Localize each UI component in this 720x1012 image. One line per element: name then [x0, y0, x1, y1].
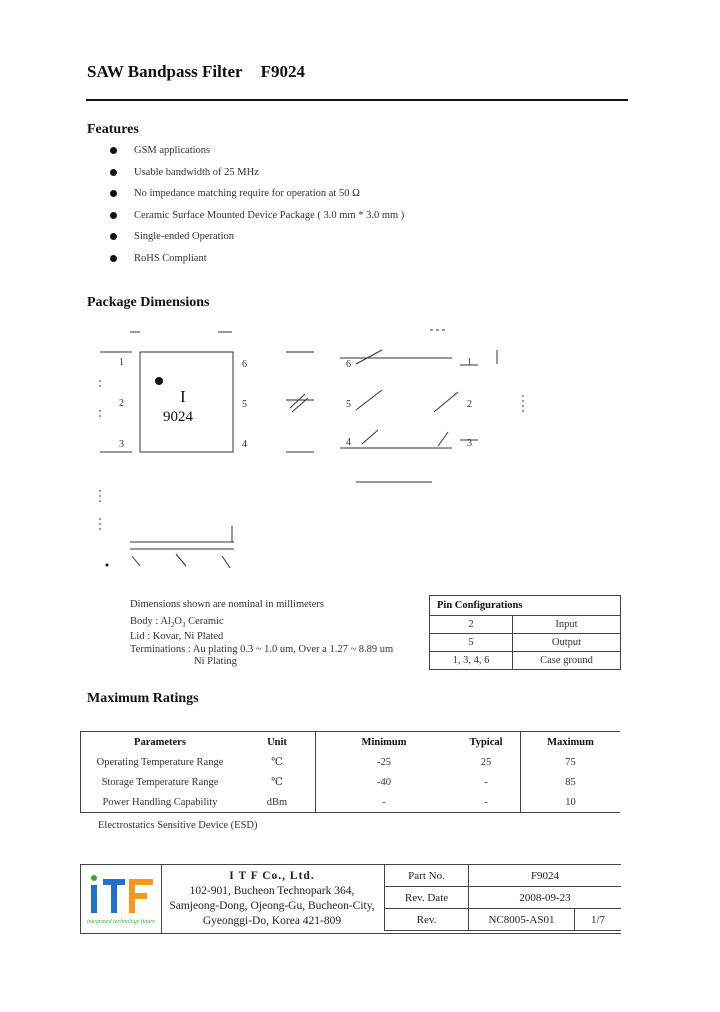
- pin-label: 2: [467, 399, 472, 410]
- company-info: [162, 869, 382, 929]
- marking-line1: I: [180, 387, 186, 406]
- title-part-number: F9024: [260, 62, 305, 81]
- rev-value: NC8005-AS01: [469, 909, 575, 931]
- pin-config-table: [429, 595, 621, 670]
- pin-label: 3: [467, 438, 472, 449]
- pin-label: 3: [119, 439, 124, 450]
- table-row: Power Handling Capability dBm - - 10: [81, 792, 621, 813]
- company-address: Samjeong-Dong, Ojeong-Gu, Bucheon-City,: [169, 900, 375, 912]
- pin-config-heading: Pin Configurations: [430, 596, 621, 616]
- table-row: Storage Temperature Range ℃ -40 - 85: [81, 772, 621, 792]
- pin1-marker-dot: [155, 377, 163, 385]
- document-title: [87, 62, 305, 82]
- pin-label: 5: [346, 399, 351, 410]
- notes-lid: Lid : Kovar, Ni Plated: [130, 631, 224, 643]
- title-rule: [86, 99, 628, 101]
- company-address: 102-901, Bucheon Technopark 364,: [189, 885, 355, 897]
- table-row: [385, 909, 622, 931]
- feature-item: No impedance matching require for operation at 50 Ω: [108, 187, 404, 209]
- notes-terminations: Terminations : Au plating 0.3 ~ 1.0 um, Over a 1.27 ~ 8.89 um: [130, 643, 394, 655]
- pin-label: 5: [242, 399, 247, 410]
- pin-label: 1: [119, 357, 124, 368]
- table-row: 5 Output: [430, 634, 621, 652]
- ratings-heading: Maximum Ratings: [87, 691, 199, 706]
- company-logo: [81, 865, 162, 933]
- feature-item: Ceramic Surface Mounted Device Package ( 3.0 mm * 3.0 mm ): [108, 209, 404, 231]
- feature-item: GSM applications: [108, 144, 404, 166]
- pin-label: 6: [242, 359, 247, 370]
- table-row: 1, 3, 4, 6 Case ground: [430, 652, 621, 670]
- logo-tagline: integrated technology future: [86, 919, 156, 925]
- notes-ni-plating: Ni Plating: [194, 656, 237, 668]
- feature-item: RoHS Compliant: [108, 252, 404, 274]
- top-view-outline: [140, 352, 233, 452]
- feature-item: Usable bandwidth of 25 MHz: [108, 166, 404, 188]
- company-address: Gyeonggi-Do, Korea 421-809: [202, 915, 342, 927]
- pin-label: 6: [346, 359, 351, 370]
- part-label: Part No.: [385, 865, 469, 887]
- page-number: 1/7: [575, 909, 622, 931]
- table-row: Operating Temperature Range ℃ -25 25 75: [81, 752, 621, 772]
- table-row: 2 Input: [430, 616, 621, 634]
- marking-line2: 9024: [163, 409, 193, 425]
- part-value: F9024: [469, 865, 622, 887]
- esd-note: Electrostatics Sensitive Device (ESD): [98, 820, 258, 831]
- pin-label: 2: [119, 398, 124, 409]
- pin-label: 4: [346, 437, 351, 448]
- package-drawing: [0, 320, 560, 580]
- pin-label: 4: [242, 439, 247, 450]
- table-row: [385, 865, 622, 887]
- date-label: Rev. Date: [385, 887, 469, 909]
- date-value: 2008-09-23: [469, 887, 622, 909]
- footer: [80, 864, 621, 934]
- features-list: [108, 144, 404, 274]
- title-text: SAW Bandpass Filter: [87, 62, 243, 81]
- features-heading: Features: [87, 122, 139, 137]
- document-info-table: [384, 864, 621, 931]
- package-notes: [130, 599, 393, 669]
- notes-dimensions: Dimensions shown are nominal in millimeters: [130, 599, 324, 610]
- notes-body: Body : $Al_2O_3$ Ceramic: [130, 615, 224, 629]
- feature-item: Single-ended Operation: [108, 230, 404, 252]
- table-header-row: Parameters Unit Minimum Typical Maximum: [81, 732, 621, 753]
- package-heading: Package Dimensions: [87, 295, 210, 310]
- itf-logo-icon: [81, 865, 161, 933]
- table-row: [385, 887, 622, 909]
- rev-label: Rev.: [385, 909, 469, 931]
- pin-label: 1: [467, 357, 472, 368]
- company-name: I T F Co., Ltd.: [229, 870, 315, 882]
- ratings-table: [80, 731, 620, 813]
